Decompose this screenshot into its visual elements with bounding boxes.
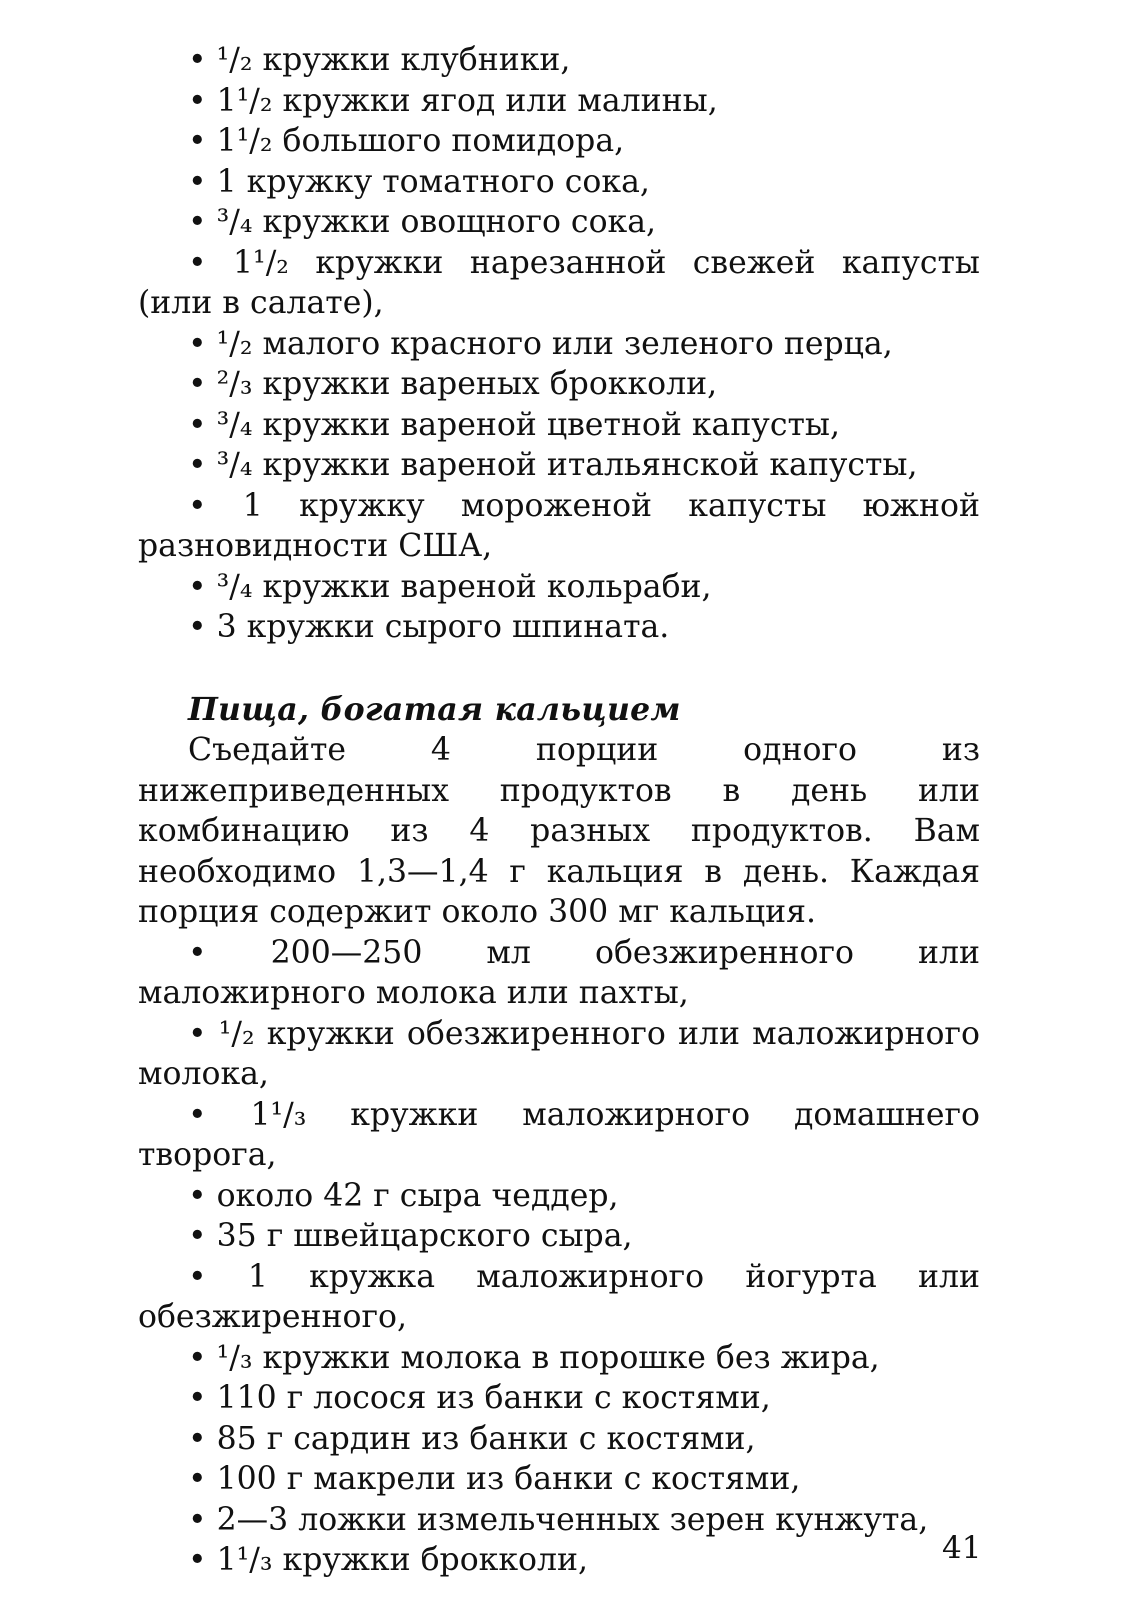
list-item: • ¹/₃ кружки молока в порошке без жира, <box>188 1339 880 1376</box>
list-item: • ¹/₂ кружки клубники, <box>188 42 571 78</box>
list-item: • 1 кружка маложирного йогурта или обезжиренного, <box>138 1258 980 1335</box>
list-item: • 1¹/₂ кружки нарезанной свежей капусты (или в салате), <box>138 244 980 321</box>
list-item: • 2—3 ложки измельченных зерен кунжута, <box>188 1501 929 1538</box>
section-spacer <box>138 648 980 690</box>
list-item: • около 42 г сыра чеддер, <box>188 1177 619 1214</box>
list-item: • ¹/₂ малого красного или зеленого перца, <box>188 325 893 362</box>
list-item: • ³/₄ кружки овощного сока, <box>188 204 657 240</box>
list-item: • 1¹/₃ кружки маложирного домашнего творога, <box>138 1096 980 1173</box>
section-heading: Пища, богатая кальцием <box>188 690 681 728</box>
page-body <box>138 40 980 1581</box>
list-item: • 1 кружку томатного сока, <box>188 163 650 200</box>
list-item: • 100 г макрели из банки с костями, <box>188 1461 801 1497</box>
list-item: • 3 кружки сырого шпината. <box>188 609 670 645</box>
list-item: • ¹/₂ кружки обезжиренного или маложирного молока, <box>138 1015 980 1092</box>
list-item: • 1 кружку мороженой капусты южной разновидности США, <box>138 487 980 564</box>
list-item: • 110 г лосося из банки с костями, <box>188 1380 771 1416</box>
list-item: • ²/₃ кружки вареных брокколи, <box>188 366 718 402</box>
list-item: • ³/₄ кружки вареной итальянской капусты, <box>188 447 918 483</box>
list-item: • ³/₄ кружки вареной кольраби, <box>188 568 712 605</box>
list-item: • 1¹/₃ кружки брокколи, <box>188 1542 589 1578</box>
list-item: • 200—250 мл обезжиренного или маложирного молока или пахты, <box>138 934 980 1011</box>
list-item: • 85 г сардин из банки с костями, <box>188 1420 756 1457</box>
list-item: • ³/₄ кружки вареной цветной капусты, <box>188 406 840 443</box>
list-item: • 1¹/₂ большого помидора, <box>188 123 625 159</box>
page-number: 41 <box>942 1530 982 1566</box>
list-item: • 1¹/₂ кружки ягод или малины, <box>188 82 718 119</box>
list-item: • 35 г швейцарского сыра, <box>188 1218 633 1254</box>
section-intro: Съедайте 4 порции одного из нижеприведенных продуктов в день или комбинацию из 4 разных продуктов. Вам необходимо 1,3—1,4 г кальция в день. Каждая порция содержит около 300 мг кальция. <box>138 732 980 930</box>
